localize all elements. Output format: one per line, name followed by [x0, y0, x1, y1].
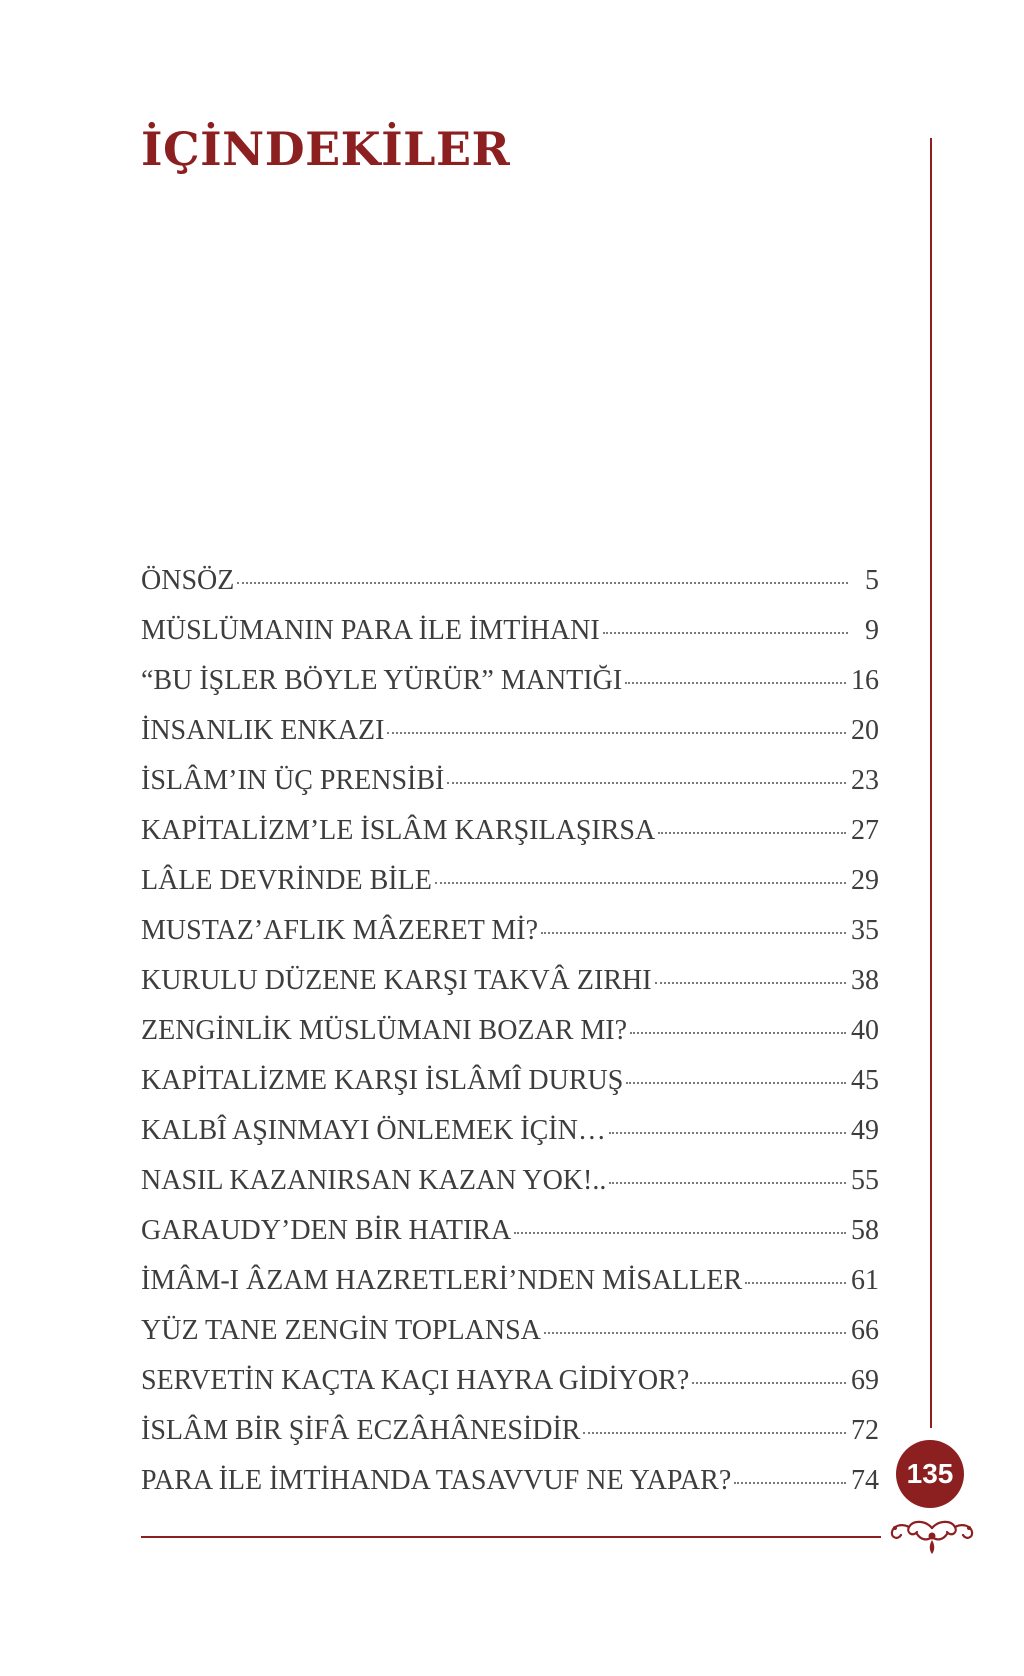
dot-leader — [603, 632, 848, 634]
toc-entry-page: 20 — [851, 715, 879, 746]
toc-entry-title: KURULU DÜZENE KARŞI TAKVÂ ZIRHI — [141, 965, 652, 996]
toc-entry — [141, 815, 879, 865]
toc-entry-page: 27 — [851, 815, 879, 846]
toc-entry-page: 35 — [851, 915, 879, 946]
dot-leader — [655, 982, 846, 984]
toc-entry-title: ÖNSÖZ — [141, 565, 235, 596]
toc-entry — [141, 1165, 879, 1215]
floral-scroll-icon — [887, 1514, 977, 1556]
dot-leader — [745, 1282, 846, 1284]
dot-leader — [609, 1132, 846, 1134]
toc-entry-title: İMÂM-I ÂZAM HAZRETLERİ’NDEN MİSALLER — [141, 1265, 743, 1296]
dot-leader — [734, 1482, 846, 1484]
dot-leader — [692, 1382, 846, 1384]
toc-entry-title: İSLÂM BİR ŞİFÂ ECZÂHÂNESİDİR — [141, 1415, 581, 1446]
toc-entry — [141, 865, 879, 915]
toc-entry-page: 23 — [851, 765, 879, 796]
toc-entry-page: 61 — [851, 1265, 879, 1296]
dot-leader — [541, 932, 846, 934]
vertical-rule — [930, 138, 932, 1428]
toc-entry-page: 5 — [865, 565, 879, 596]
toc-entry-page: 45 — [851, 1065, 879, 1096]
toc-entry-title: KALBÎ AŞINMAYI ÖNLEMEK İÇİN… — [141, 1115, 606, 1146]
toc-entry-title: MÜSLÜMANIN PARA İLE İMTİHANI — [141, 615, 600, 646]
toc-entry-page: 16 — [851, 665, 879, 696]
toc-entry — [141, 1315, 879, 1365]
toc-entry-page: 38 — [851, 965, 879, 996]
toc-entry-title: İSLÂM’IN ÜÇ PRENSİBİ — [141, 765, 445, 796]
toc-entry — [141, 715, 879, 765]
dot-leader — [609, 1182, 846, 1184]
toc-entry-title: NASIL KAZANIRSAN KAZAN YOK!.. — [141, 1165, 607, 1196]
table-of-contents — [141, 565, 879, 1515]
bottom-rule — [141, 1536, 881, 1538]
toc-entry-title: SERVETİN KAÇTA KAÇI HAYRA GİDİYOR? — [141, 1365, 690, 1396]
toc-entry-title: ZENGİNLİK MÜSLÜMANI BOZAR MI? — [141, 1015, 628, 1046]
toc-entry — [141, 1215, 879, 1265]
dot-leader — [583, 1432, 846, 1434]
toc-entry-page: 74 — [851, 1465, 879, 1496]
dot-leader — [544, 1332, 846, 1334]
toc-entry-title: PARA İLE İMTİHANDA TASAVVUF NE YAPAR? — [141, 1465, 732, 1496]
toc-entry-page: 9 — [865, 615, 879, 646]
dot-leader — [447, 782, 846, 784]
dot-leader — [658, 832, 846, 834]
toc-entry-title: KAPİTALİZM’LE İSLÂM KARŞILAŞIRSA — [141, 815, 656, 846]
toc-entry — [141, 565, 879, 615]
page-title: İÇİNDEKİLER — [141, 122, 511, 176]
toc-entry-title: YÜZ TANE ZENGİN TOPLANSA — [141, 1315, 541, 1346]
toc-entry — [141, 1415, 879, 1465]
toc-entry-page: 29 — [851, 865, 879, 896]
toc-entry-title: İNSANLIK ENKAZI — [141, 715, 385, 746]
dot-leader — [237, 582, 848, 584]
toc-entry-title: KAPİTALİZME KARŞI İSLÂMÎ DURUŞ — [141, 1065, 624, 1096]
toc-entry-page: 49 — [851, 1115, 879, 1146]
toc-entry-title: “BU İŞLER BÖYLE YÜRÜR” MANTIĞI — [141, 665, 623, 696]
toc-entry-page: 72 — [851, 1415, 879, 1446]
toc-entry — [141, 665, 879, 715]
toc-entry-title: MUSTAZ’AFLIK MÂZERET Mİ? — [141, 915, 538, 946]
toc-entry — [141, 1365, 879, 1415]
toc-entry-title: LÂLE DEVRİNDE BİLE — [141, 865, 432, 896]
dot-leader — [514, 1232, 846, 1234]
toc-entry — [141, 1465, 879, 1515]
toc-entry — [141, 615, 879, 665]
toc-entry-page: 66 — [851, 1315, 879, 1346]
toc-entry-page: 69 — [851, 1365, 879, 1396]
toc-entry-page: 55 — [851, 1165, 879, 1196]
dot-leader — [625, 682, 846, 684]
toc-entry — [141, 1065, 879, 1115]
toc-entry — [141, 1015, 879, 1065]
toc-entry-title: GARAUDY’DEN BİR HATIRA — [141, 1215, 512, 1246]
toc-entry — [141, 765, 879, 815]
toc-entry-page: 58 — [851, 1215, 879, 1246]
dot-leader — [626, 1082, 846, 1084]
toc-entry — [141, 915, 879, 965]
dot-leader — [435, 882, 846, 884]
toc-entry-page: 40 — [851, 1015, 879, 1046]
toc-entry — [141, 1115, 879, 1165]
dot-leader — [630, 1032, 846, 1034]
toc-entry — [141, 965, 879, 1015]
dot-leader — [387, 732, 846, 734]
toc-entry — [141, 1265, 879, 1315]
page-number-badge: 135 — [896, 1440, 964, 1508]
